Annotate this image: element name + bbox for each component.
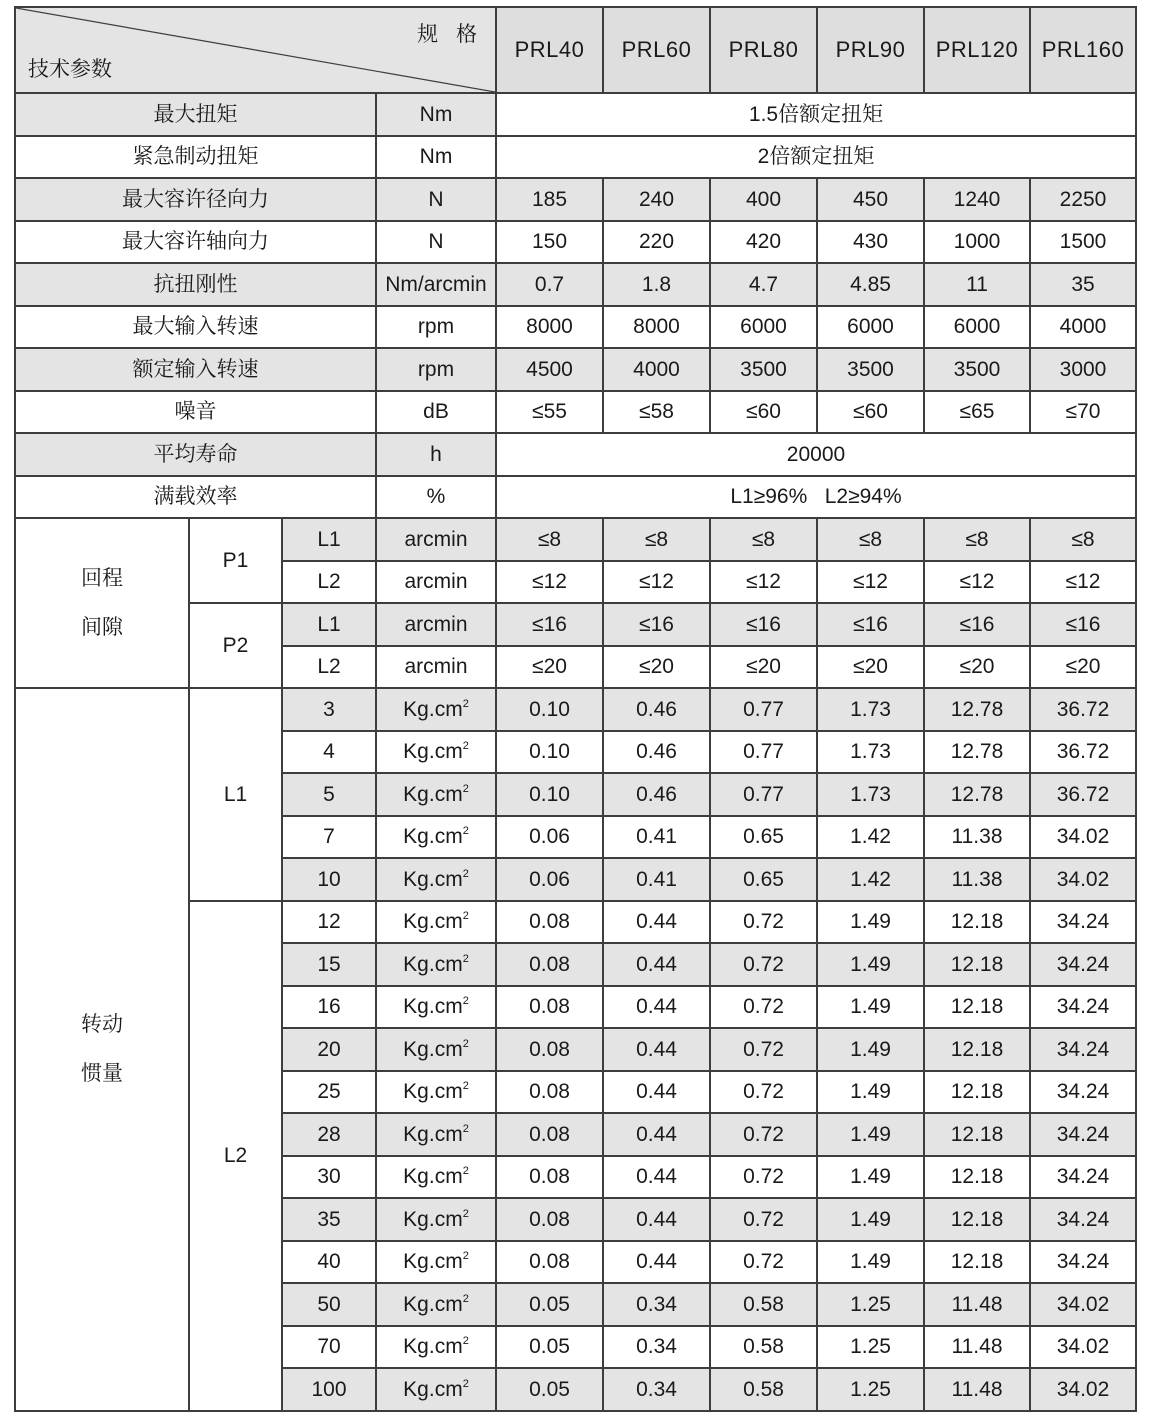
unit-base: Kg.cm — [403, 1037, 463, 1061]
value-cell: ≤16 — [817, 603, 924, 646]
table-row — [15, 221, 1136, 264]
value-cell: 1.49 — [817, 1241, 924, 1284]
value-cell: 0.72 — [710, 1071, 817, 1114]
value-cell: ≤8 — [924, 518, 1030, 561]
stage-cell: L2 — [282, 646, 376, 689]
unit-cell — [376, 1283, 496, 1326]
value-cell: 36.72 — [1030, 773, 1136, 816]
unit-base: Kg.cm — [403, 952, 463, 976]
value-cell: 0.77 — [710, 688, 817, 731]
value-cell: 35 — [1030, 263, 1136, 306]
value-cell: 0.44 — [603, 1241, 710, 1284]
stage-cell: L2 — [282, 561, 376, 604]
param-label: 技术参数 — [28, 58, 112, 81]
unit-cell — [376, 858, 496, 901]
value-cell: 0.72 — [710, 986, 817, 1029]
unit-base: Kg.cm — [403, 825, 463, 849]
value-cell: 430 — [817, 221, 924, 264]
value-cell: 0.58 — [710, 1326, 817, 1369]
value-cell: 11 — [924, 263, 1030, 306]
model-header: PRL120 — [924, 7, 1030, 93]
value-cell: 4000 — [603, 348, 710, 391]
value-cell: 400 — [710, 178, 817, 221]
value-cell: 3000 — [1030, 348, 1136, 391]
unit-cell — [376, 1241, 496, 1284]
unit-cell — [376, 1071, 496, 1114]
param-label: 满载效率 — [15, 476, 376, 519]
unit-cell: arcmin — [376, 646, 496, 689]
ratio-cell: 3 — [282, 688, 376, 731]
value-cell: 34.24 — [1030, 1198, 1136, 1241]
unit-base: Kg.cm — [403, 1292, 463, 1316]
ratio-cell: 25 — [282, 1071, 376, 1114]
spec-label: 规 格 — [417, 23, 483, 46]
value-cell: ≤20 — [817, 646, 924, 689]
value-cell: 1500 — [1030, 221, 1136, 264]
unit-cell: arcmin — [376, 518, 496, 561]
value-cell: 34.24 — [1030, 986, 1136, 1029]
value-cell: 185 — [496, 178, 603, 221]
model-header: PRL160 — [1030, 7, 1136, 93]
value-cell: 4.85 — [817, 263, 924, 306]
unit-base: Kg.cm — [403, 910, 463, 934]
value-cell: 34.24 — [1030, 1071, 1136, 1114]
value-cell: 1.42 — [817, 816, 924, 859]
merged-value-cell: 20000 — [496, 433, 1136, 476]
merged-value-cell: 2倍额定扭矩 — [496, 136, 1136, 179]
value-cell: 34.02 — [1030, 816, 1136, 859]
value-cell: ≤16 — [924, 603, 1030, 646]
value-cell: 11.38 — [924, 816, 1030, 859]
value-cell: ≤58 — [603, 391, 710, 434]
model-header: PRL80 — [710, 7, 817, 93]
unit-cell: Nm — [376, 136, 496, 179]
ratio-cell: 28 — [282, 1113, 376, 1156]
unit-base: Kg.cm — [403, 995, 463, 1019]
value-cell: 1.49 — [817, 1156, 924, 1199]
value-cell: 6000 — [710, 306, 817, 349]
value-cell: 3500 — [710, 348, 817, 391]
value-cell: 12.18 — [924, 943, 1030, 986]
unit-base: Kg.cm — [403, 1122, 463, 1146]
unit-superscript: 2 — [462, 1292, 469, 1305]
merged-value-cell: 1.5倍额定扭矩 — [496, 93, 1136, 136]
unit-superscript: 2 — [462, 740, 469, 753]
value-cell: 0.44 — [603, 943, 710, 986]
unit-cell — [376, 1368, 496, 1411]
value-cell: 0.77 — [710, 731, 817, 774]
unit-base: Kg.cm — [403, 1165, 463, 1189]
value-cell: 0.10 — [496, 688, 603, 731]
unit-base: Kg.cm — [403, 782, 463, 806]
value-cell: ≤8 — [1030, 518, 1136, 561]
value-cell: 11.48 — [924, 1326, 1030, 1369]
value-cell: 0.08 — [496, 1113, 603, 1156]
value-cell: 0.44 — [603, 1071, 710, 1114]
unit-cell — [376, 816, 496, 859]
inertia-label-line1: 转动 — [81, 1013, 123, 1037]
unit-superscript: 2 — [462, 1122, 469, 1135]
value-cell: ≤16 — [496, 603, 603, 646]
value-cell: 4000 — [1030, 306, 1136, 349]
table-row — [15, 433, 1136, 476]
value-cell: 1.49 — [817, 1113, 924, 1156]
value-cell: 1000 — [924, 221, 1030, 264]
value-cell: 420 — [710, 221, 817, 264]
value-cell: 0.44 — [603, 1113, 710, 1156]
ratio-cell: 10 — [282, 858, 376, 901]
value-cell: 0.05 — [496, 1326, 603, 1369]
value-cell: 34.02 — [1030, 858, 1136, 901]
value-cell: 0.77 — [710, 773, 817, 816]
backlash-label — [15, 518, 189, 688]
unit-superscript: 2 — [462, 782, 469, 795]
ratio-cell: 16 — [282, 986, 376, 1029]
value-cell: ≤8 — [710, 518, 817, 561]
value-cell: 0.34 — [603, 1283, 710, 1326]
table-row — [15, 476, 1136, 519]
value-cell: 0.34 — [603, 1326, 710, 1369]
ratio-cell: 30 — [282, 1156, 376, 1199]
unit-superscript: 2 — [462, 1037, 469, 1050]
inertia-group-label: L2 — [189, 901, 282, 1411]
value-cell: 1.25 — [817, 1368, 924, 1411]
unit-base: Kg.cm — [403, 1377, 463, 1401]
unit-cell — [376, 688, 496, 731]
unit-superscript: 2 — [462, 825, 469, 838]
unit-cell: % — [376, 476, 496, 519]
ratio-cell: 5 — [282, 773, 376, 816]
value-cell: 1.49 — [817, 1198, 924, 1241]
value-cell: ≤12 — [1030, 561, 1136, 604]
value-cell: 12.18 — [924, 1028, 1030, 1071]
value-cell: 11.38 — [924, 858, 1030, 901]
value-cell: ≤20 — [1030, 646, 1136, 689]
ratio-cell: 100 — [282, 1368, 376, 1411]
unit-superscript: 2 — [462, 1377, 469, 1390]
backlash-group-label: P2 — [189, 603, 282, 688]
value-cell: 12.78 — [924, 773, 1030, 816]
value-cell: ≤60 — [817, 391, 924, 434]
value-cell: 34.02 — [1030, 1283, 1136, 1326]
value-cell: 8000 — [496, 306, 603, 349]
value-cell: 0.65 — [710, 816, 817, 859]
ratio-cell: 4 — [282, 731, 376, 774]
value-cell: 0.08 — [496, 1156, 603, 1199]
unit-superscript: 2 — [462, 995, 469, 1008]
unit-cell: arcmin — [376, 561, 496, 604]
value-cell: 0.08 — [496, 943, 603, 986]
table-row — [15, 518, 1136, 561]
value-cell: 0.7 — [496, 263, 603, 306]
unit-base: Kg.cm — [403, 740, 463, 764]
unit-superscript: 2 — [462, 1165, 469, 1178]
unit-cell — [376, 1326, 496, 1369]
value-cell: 0.44 — [603, 1028, 710, 1071]
unit-base: Kg.cm — [403, 1250, 463, 1274]
model-header: PRL40 — [496, 7, 603, 93]
stage-cell: L1 — [282, 518, 376, 561]
value-cell: 0.72 — [710, 943, 817, 986]
unit-cell: rpm — [376, 348, 496, 391]
value-cell: 0.08 — [496, 1071, 603, 1114]
value-cell: 12.18 — [924, 1113, 1030, 1156]
unit-cell: Nm — [376, 93, 496, 136]
value-cell: ≤12 — [603, 561, 710, 604]
value-cell: 0.72 — [710, 1156, 817, 1199]
unit-cell — [376, 731, 496, 774]
spec-table — [14, 6, 1137, 1412]
value-cell: 150 — [496, 221, 603, 264]
unit-superscript: 2 — [462, 1207, 469, 1220]
value-cell: 1240 — [924, 178, 1030, 221]
model-header: PRL90 — [817, 7, 924, 93]
stage-cell: L1 — [282, 603, 376, 646]
param-label: 噪音 — [15, 391, 376, 434]
value-cell: 1.25 — [817, 1326, 924, 1369]
value-cell: ≤65 — [924, 391, 1030, 434]
value-cell: 240 — [603, 178, 710, 221]
value-cell: 0.44 — [603, 901, 710, 944]
value-cell: 34.24 — [1030, 1028, 1136, 1071]
unit-cell: N — [376, 221, 496, 264]
unit-cell: arcmin — [376, 603, 496, 646]
value-cell: 12.18 — [924, 901, 1030, 944]
value-cell: 1.49 — [817, 1028, 924, 1071]
value-cell: 3500 — [924, 348, 1030, 391]
unit-cell: rpm — [376, 306, 496, 349]
ratio-cell: 20 — [282, 1028, 376, 1071]
value-cell: 1.49 — [817, 901, 924, 944]
value-cell: 1.49 — [817, 986, 924, 1029]
ratio-cell: 35 — [282, 1198, 376, 1241]
value-cell: 0.10 — [496, 773, 603, 816]
value-cell: 12.18 — [924, 1071, 1030, 1114]
unit-base: Kg.cm — [403, 1080, 463, 1104]
ratio-cell: 15 — [282, 943, 376, 986]
value-cell: 4500 — [496, 348, 603, 391]
value-cell: 450 — [817, 178, 924, 221]
value-cell: 1.73 — [817, 688, 924, 731]
value-cell: ≤8 — [496, 518, 603, 561]
value-cell: 0.65 — [710, 858, 817, 901]
value-cell: 0.41 — [603, 858, 710, 901]
value-cell: 0.41 — [603, 816, 710, 859]
unit-superscript: 2 — [462, 1250, 469, 1263]
value-cell: 0.72 — [710, 1198, 817, 1241]
table-row — [15, 7, 1136, 93]
value-cell: 12.18 — [924, 1241, 1030, 1284]
model-header: PRL60 — [603, 7, 710, 93]
value-cell: 1.49 — [817, 943, 924, 986]
value-cell: 0.46 — [603, 688, 710, 731]
value-cell: 0.05 — [496, 1368, 603, 1411]
corner-header-cell — [15, 7, 496, 93]
param-label: 紧急制动扭矩 — [15, 136, 376, 179]
backlash-label-line2: 间隙 — [81, 616, 123, 639]
value-cell: ≤20 — [710, 646, 817, 689]
unit-base: Kg.cm — [403, 1335, 463, 1359]
param-label: 最大输入转速 — [15, 306, 376, 349]
table-row — [15, 263, 1136, 306]
value-cell: 0.08 — [496, 1241, 603, 1284]
value-cell: 34.24 — [1030, 943, 1136, 986]
unit-cell: N — [376, 178, 496, 221]
param-label: 最大扭矩 — [15, 93, 376, 136]
value-cell: 0.58 — [710, 1283, 817, 1326]
value-cell: 12.18 — [924, 1198, 1030, 1241]
value-cell: 2250 — [1030, 178, 1136, 221]
value-cell: 0.08 — [496, 1028, 603, 1071]
value-cell: 11.48 — [924, 1368, 1030, 1411]
value-cell: 0.72 — [710, 1113, 817, 1156]
value-cell: ≤20 — [924, 646, 1030, 689]
unit-superscript: 2 — [462, 1080, 469, 1093]
value-cell: 12.18 — [924, 986, 1030, 1029]
inertia-label — [15, 688, 189, 1411]
param-label: 抗扭刚性 — [15, 263, 376, 306]
value-cell: 1.8 — [603, 263, 710, 306]
value-cell: 0.08 — [496, 1198, 603, 1241]
unit-cell — [376, 986, 496, 1029]
table-row — [15, 348, 1136, 391]
unit-base: Kg.cm — [403, 1207, 463, 1231]
value-cell: 0.44 — [603, 1198, 710, 1241]
table-row — [15, 688, 1136, 731]
unit-base: Kg.cm — [403, 697, 463, 721]
unit-superscript: 2 — [462, 910, 469, 923]
inertia-group-label: L1 — [189, 688, 282, 901]
inertia-label-line2: 惯量 — [81, 1062, 123, 1086]
value-cell: 1.73 — [817, 773, 924, 816]
unit-cell — [376, 773, 496, 816]
value-cell: 0.34 — [603, 1368, 710, 1411]
value-cell: 34.24 — [1030, 1113, 1136, 1156]
value-cell: 34.02 — [1030, 1368, 1136, 1411]
ratio-cell: 12 — [282, 901, 376, 944]
value-cell: 0.58 — [710, 1368, 817, 1411]
merged-value-cell: L1≥96% L2≥94% — [496, 476, 1136, 519]
value-cell: 12.78 — [924, 688, 1030, 731]
value-cell: 34.24 — [1030, 1241, 1136, 1284]
value-cell: 0.08 — [496, 986, 603, 1029]
backlash-group-label: P1 — [189, 518, 282, 603]
value-cell: 0.72 — [710, 1028, 817, 1071]
value-cell: 0.06 — [496, 858, 603, 901]
value-cell: ≤12 — [924, 561, 1030, 604]
value-cell: 0.46 — [603, 731, 710, 774]
param-label: 平均寿命 — [15, 433, 376, 476]
unit-superscript: 2 — [462, 952, 469, 965]
value-cell: 12.78 — [924, 731, 1030, 774]
table-row — [15, 391, 1136, 434]
value-cell: 3500 — [817, 348, 924, 391]
param-label: 额定输入转速 — [15, 348, 376, 391]
unit-cell — [376, 1198, 496, 1241]
table-row — [15, 178, 1136, 221]
value-cell: 6000 — [924, 306, 1030, 349]
value-cell: 1.73 — [817, 731, 924, 774]
value-cell: ≤12 — [496, 561, 603, 604]
unit-cell — [376, 1156, 496, 1199]
value-cell: 0.72 — [710, 901, 817, 944]
table-row — [15, 306, 1136, 349]
value-cell: 34.24 — [1030, 901, 1136, 944]
unit-cell — [376, 943, 496, 986]
value-cell: ≤20 — [603, 646, 710, 689]
table-row — [15, 93, 1136, 136]
unit-cell — [376, 901, 496, 944]
value-cell: 34.02 — [1030, 1326, 1136, 1369]
param-label: 最大容许轴向力 — [15, 221, 376, 264]
ratio-cell: 7 — [282, 816, 376, 859]
value-cell: 0.72 — [710, 1241, 817, 1284]
unit-cell: dB — [376, 391, 496, 434]
value-cell: ≤8 — [817, 518, 924, 561]
value-cell: 0.05 — [496, 1283, 603, 1326]
value-cell: 0.06 — [496, 816, 603, 859]
value-cell: 0.46 — [603, 773, 710, 816]
value-cell: 220 — [603, 221, 710, 264]
value-cell: 0.44 — [603, 986, 710, 1029]
unit-superscript: 2 — [462, 867, 469, 880]
value-cell: 1.25 — [817, 1283, 924, 1326]
value-cell: ≤12 — [817, 561, 924, 604]
backlash-label-line1: 回程 — [81, 567, 123, 590]
value-cell: ≤16 — [603, 603, 710, 646]
value-cell: 1.42 — [817, 858, 924, 901]
value-cell: 36.72 — [1030, 688, 1136, 731]
ratio-cell: 70 — [282, 1326, 376, 1369]
value-cell: ≤70 — [1030, 391, 1136, 434]
unit-cell: h — [376, 433, 496, 476]
value-cell: 34.24 — [1030, 1156, 1136, 1199]
value-cell: ≤55 — [496, 391, 603, 434]
value-cell: 12.18 — [924, 1156, 1030, 1199]
value-cell: ≤60 — [710, 391, 817, 434]
ratio-cell: 40 — [282, 1241, 376, 1284]
value-cell: ≤12 — [710, 561, 817, 604]
value-cell: 11.48 — [924, 1283, 1030, 1326]
value-cell: ≤16 — [710, 603, 817, 646]
unit-superscript: 2 — [462, 1335, 469, 1348]
value-cell: 6000 — [817, 306, 924, 349]
value-cell: ≤20 — [496, 646, 603, 689]
value-cell: ≤8 — [603, 518, 710, 561]
param-label: 最大容许径向力 — [15, 178, 376, 221]
value-cell: ≤16 — [1030, 603, 1136, 646]
value-cell: 0.44 — [603, 1156, 710, 1199]
value-cell: 0.08 — [496, 901, 603, 944]
unit-cell: Nm/arcmin — [376, 263, 496, 306]
ratio-cell: 50 — [282, 1283, 376, 1326]
value-cell: 36.72 — [1030, 731, 1136, 774]
value-cell: 1.49 — [817, 1071, 924, 1114]
unit-superscript: 2 — [462, 697, 469, 710]
unit-cell — [376, 1028, 496, 1071]
unit-base: Kg.cm — [403, 867, 463, 891]
value-cell: 4.7 — [710, 263, 817, 306]
value-cell: 8000 — [603, 306, 710, 349]
unit-cell — [376, 1113, 496, 1156]
table-row — [15, 136, 1136, 179]
value-cell: 0.10 — [496, 731, 603, 774]
